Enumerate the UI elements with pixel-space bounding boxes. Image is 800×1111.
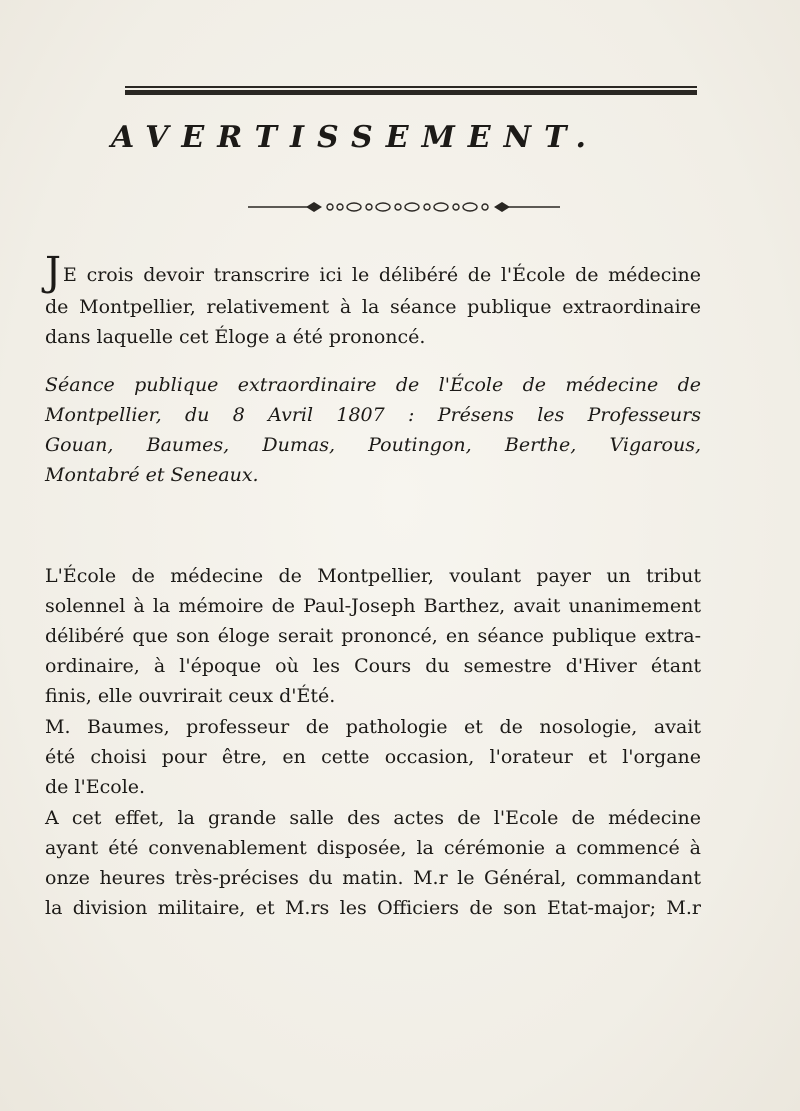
text-line bbox=[45, 249, 701, 295]
text-line: ordinaire, à l'époque où les Cours du semestre d'Hiver étant bbox=[45, 655, 701, 677]
text-line: de Montpellier, relativement à la séance publique extraordinaire bbox=[45, 296, 701, 318]
paragraph-session-header bbox=[45, 370, 701, 490]
paragraph-tribute bbox=[45, 561, 701, 711]
text-line: solennel à la mémoire de Paul-Joseph Barthez, avait unanimement bbox=[45, 595, 701, 617]
text-line: Montpellier, du 8 Avril 1807 : Présens les Professeurs bbox=[45, 404, 701, 426]
text-line: Gouan, Baumes, Dumas, Poutingon, Berthe, Vigarous, bbox=[45, 434, 701, 456]
page-title: AVERTISSEMENT. bbox=[111, 120, 599, 155]
text-line: Séance publique extraordinaire de l'École de médecine de bbox=[45, 374, 701, 396]
text-line: délibéré que son éloge serait prononcé, en séance publique extra- bbox=[45, 625, 701, 647]
paragraph-ceremony bbox=[45, 803, 701, 923]
text-line: été choisi pour être, en cette occasion, l'orateur et l'organe bbox=[45, 746, 701, 768]
text-line: A cet effet, la grande salle des actes de l'Ecole de médecine bbox=[45, 807, 701, 829]
text-line: L'École de médecine de Montpellier, voulant payer un tribut bbox=[45, 565, 701, 587]
text-line: de l'Ecole. bbox=[45, 776, 146, 798]
top-ornamental-rule bbox=[125, 86, 697, 96]
text-line: ayant été convenablement disposée, la cérémonie a commencé à bbox=[45, 837, 701, 859]
paragraph-orator bbox=[45, 712, 701, 802]
text-line: Montabré et Seneaux. bbox=[45, 464, 259, 486]
text-line: la division militaire, et M.rs les Officiers de son Etat-major; M.r bbox=[45, 897, 701, 919]
paragraph-intro bbox=[45, 249, 701, 352]
text-line: finis, elle ouvrirait ceux d'Été. bbox=[45, 685, 336, 707]
text-line: dans laquelle cet Éloge a été prononcé. bbox=[45, 326, 426, 348]
fleuron-ornament bbox=[248, 200, 560, 214]
line-text: E crois devoir transcrire ici le délibéré de l'École de médecine bbox=[63, 264, 701, 286]
text-line: onze heures très-précises du matin. M.r le Général, commandant bbox=[45, 867, 701, 889]
text-line: M. Baumes, professeur de pathologie et de nosologie, avait bbox=[45, 716, 701, 738]
drop-cap: J bbox=[45, 249, 62, 295]
